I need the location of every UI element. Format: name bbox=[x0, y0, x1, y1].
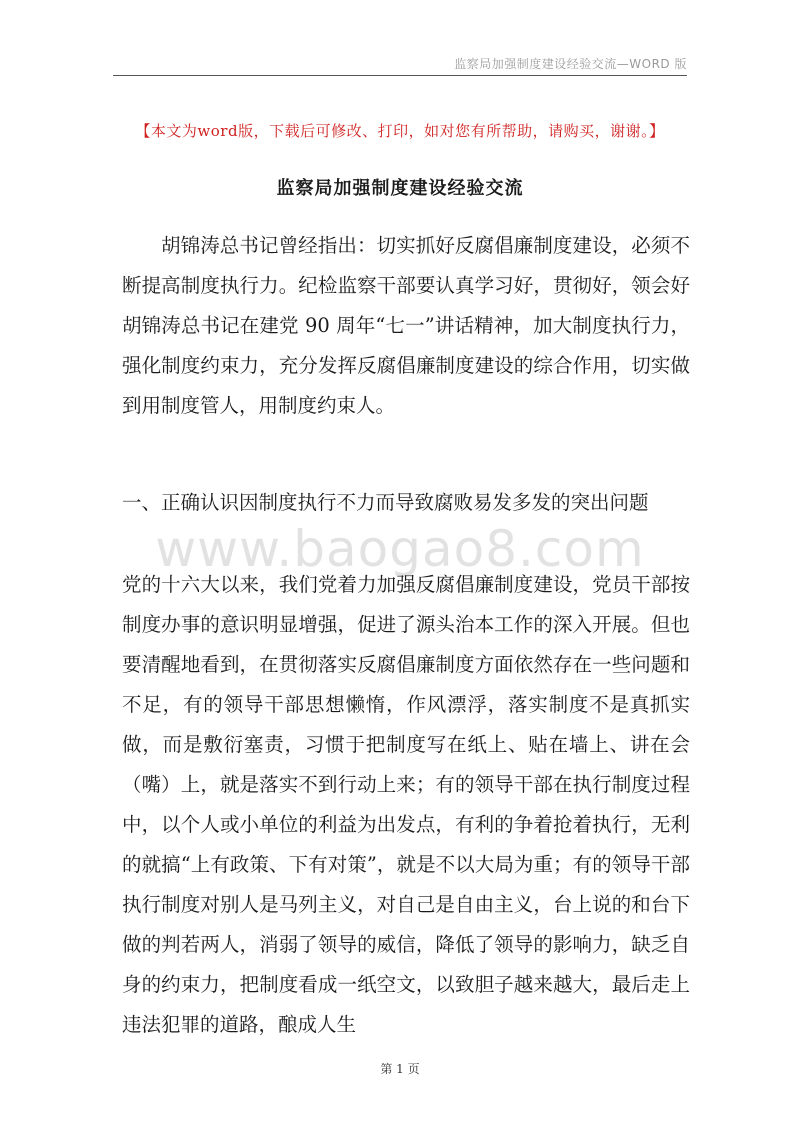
document-title: 监察局加强制度建设经验交流 bbox=[276, 178, 524, 199]
header-divider bbox=[113, 75, 687, 76]
download-notice: 【本文为word版，下载后可修改、打印，如对您有所帮助，请购买，谢谢。】 bbox=[135, 122, 665, 140]
section-heading: 一、正确认识因制度执行不力而导致腐败易发多发的突出问题 bbox=[122, 491, 649, 514]
body-paragraph-2: 党的十六大以来，我们党着力加强反腐倡廉制度建设，党员干部按制度办事的意识明显增强，促进了源头治本工作的深入开展。但也要清醒地看到，在贯彻落实反腐倡廉制度方面依然存在一些问题和不足，有的领导干部思想懒惰，作风漂浮，落实制度不是真抓实做，而是敷衍塞责，习惯于把制度写在纸上、贴在墙上、讲在会（嘴）上，就是落实不到行动上来；有的领导干部在执行制度过程中，以个人或小单位的利益为出发点，有利的争着抢着执行，无利的就搞“上有政策、下有对策”，就是不以大局为重；有的领导干部执行制度对别人是马列主义，对自己是自由主义，台上说的和台下做的判若两人，消弱了领导的威信，降低了领导的影响力，缺乏自身的约束力，把制度看成一纸空文，以致胆子越来越大，最后走上违法犯罪的道路，酿成人生 bbox=[122, 573, 690, 1036]
running-header: 监察局加强制度建设经验交流—WORD 版 bbox=[454, 57, 687, 71]
page-number: 第 1 页 bbox=[380, 1062, 420, 1076]
watermark: www.baogao8.com bbox=[155, 520, 645, 578]
body-paragraph-1: 胡锦涛总书记曾经指出：切实抓好反腐倡廉制度建设，必须不断提高制度执行力。纪检监察干部要认真学习好，贯彻好，领会好胡锦涛总书记在建党 90 周年“七一”讲话精神，加大制度执行力，强化制度约束力，充分发挥反腐倡廉制度建设的综合作用，切实做到用制度管人，用制度约束人。 bbox=[122, 234, 690, 417]
